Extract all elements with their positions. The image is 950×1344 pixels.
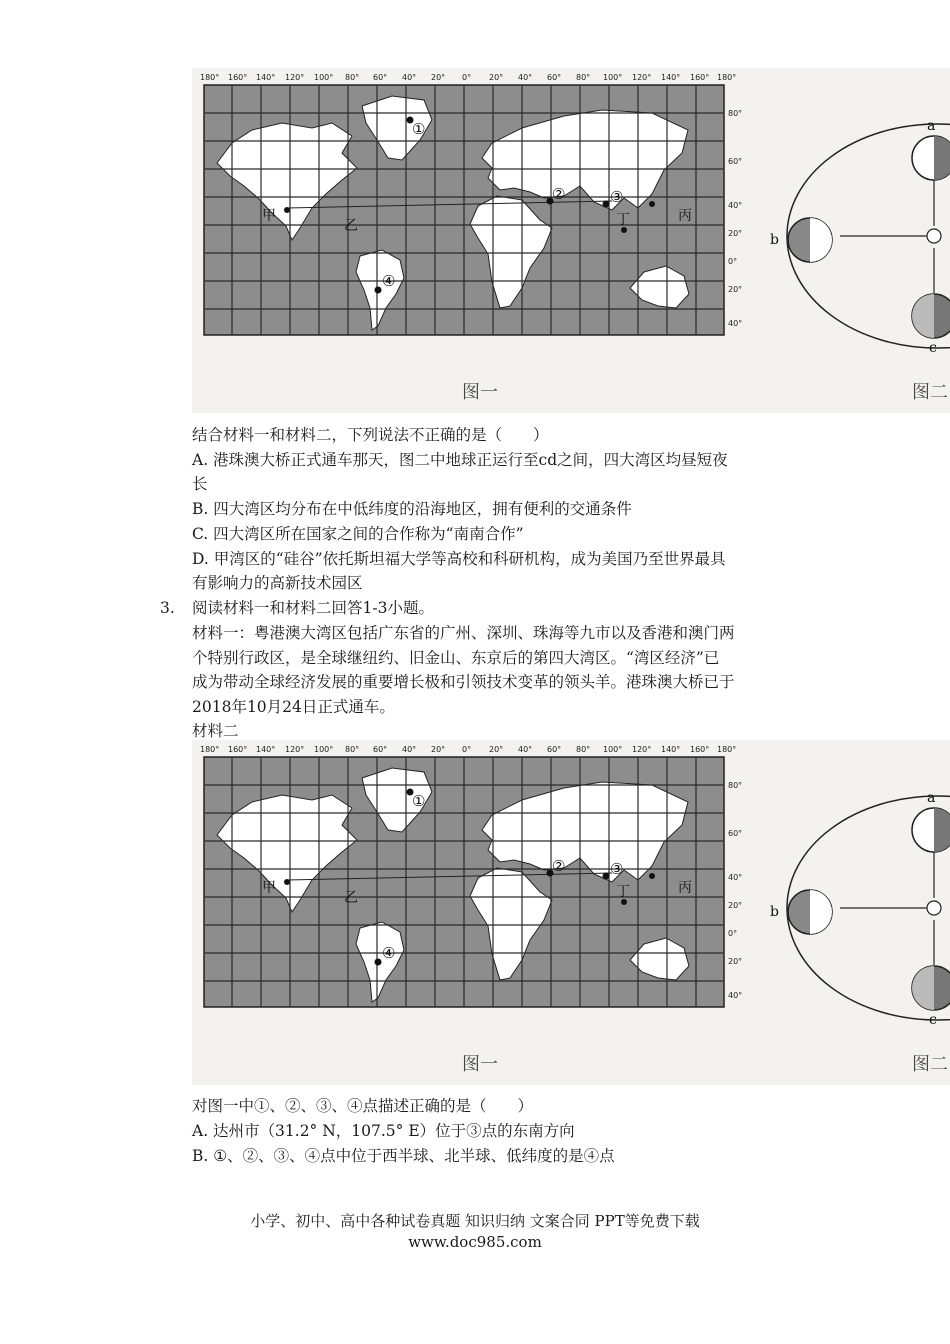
question-2-option-d-cont: 有影响力的高新技术园区 <box>192 574 363 592</box>
region-ding-label: 丁 <box>616 884 630 900</box>
lon-label: 120° <box>285 745 305 754</box>
figure-caption-1: 图一 <box>462 1054 498 1075</box>
region-bing-label: 丙 <box>678 880 692 896</box>
lon-label: 180° <box>200 73 220 82</box>
question-3-option-a: A. 达州市（31.2° N，107.5° E）位于③点的东南方向 <box>192 1122 575 1140</box>
point-1-label: ① <box>412 792 426 810</box>
lon-label: 120° <box>632 73 652 82</box>
lon-label: 100° <box>314 73 334 82</box>
lon-label: 20° <box>489 73 504 82</box>
figure-caption-2: 图二 <box>912 382 948 403</box>
lon-label: 20° <box>431 73 446 82</box>
point-2-label: ② <box>552 185 566 203</box>
orbit-a-label: a <box>927 118 936 134</box>
point-4-label: ④ <box>382 944 396 962</box>
lon-label: 100° <box>603 745 623 754</box>
lon-label: 160° <box>228 73 248 82</box>
lat-label: 0° <box>728 929 738 938</box>
orbit-b-label: b <box>770 904 779 920</box>
point-4-label: ④ <box>382 272 396 290</box>
lat-label: 80° <box>728 781 743 790</box>
lon-label: 20° <box>489 745 504 754</box>
lat-label: 40° <box>728 991 743 1000</box>
lon-label: 180° <box>200 745 220 754</box>
question-2-option-d: D. 甲湾区的“硅谷”依托斯坦福大学等高校和科研机构，成为美国乃至世界最具 <box>192 550 726 568</box>
lon-label: 40° <box>518 73 533 82</box>
lon-label: 60° <box>547 745 562 754</box>
lat-label: 20° <box>728 957 743 966</box>
lat-label: 40° <box>728 201 743 210</box>
point-2-label: ② <box>552 857 566 875</box>
figure-caption-2: 图二 <box>912 1054 948 1075</box>
question-3-option-b: B. ①、②、③、④点中位于西半球、北半球、低纬度的是④点 <box>192 1147 615 1165</box>
lat-label: 20° <box>728 229 743 238</box>
figure-map-and-orbit-2 <box>192 740 950 1085</box>
region-jia-label: 甲 <box>262 208 276 224</box>
lon-label: 180° <box>717 745 737 754</box>
lat-label: 40° <box>728 319 743 328</box>
footer-promo-text: 小学、初中、高中各种试卷真题 知识归纳 文案合同 PPT等免费下载 <box>250 1212 700 1230</box>
question-3-number: 3. <box>160 599 175 617</box>
question-3-intro: 阅读材料一和材料二回答1-3小题。 <box>192 599 434 617</box>
lat-label: 60° <box>728 829 743 838</box>
lon-label: 160° <box>690 745 710 754</box>
figure-svg-1 <box>192 68 950 413</box>
lon-label: 160° <box>228 745 248 754</box>
lon-label: 100° <box>314 745 334 754</box>
lon-label: 80° <box>576 73 591 82</box>
lon-label: 140° <box>661 745 681 754</box>
material-1-line-3: 成为带动全球经济发展的重要增长极和引领技术变革的领头羊。港珠澳大桥已于 <box>192 673 735 691</box>
orbit-b-label: b <box>770 232 779 248</box>
lon-label: 140° <box>256 745 276 754</box>
region-yi-label: 乙 <box>344 890 358 906</box>
question-2-option-a: A. 港珠澳大桥正式通车那天，图二中地球正运行至cd之间，四大湾区均昼短夜 <box>192 451 728 469</box>
lat-label: 40° <box>728 873 743 882</box>
orbit-c-label: c <box>929 340 937 356</box>
lon-label: 0° <box>462 745 472 754</box>
lon-label: 140° <box>256 73 276 82</box>
question-2-option-c: C. 四大湾区所在国家之间的合作称为“南南合作” <box>192 525 524 543</box>
lat-label: 80° <box>728 109 743 118</box>
point-3-label: ③ <box>610 188 624 206</box>
region-ding-label: 丁 <box>616 212 630 228</box>
lon-label: 100° <box>603 73 623 82</box>
question-2-option-a-cont: 长 <box>192 475 208 493</box>
lon-label: 80° <box>345 73 360 82</box>
point-3-label: ③ <box>610 860 624 878</box>
lon-label: 60° <box>547 73 562 82</box>
region-jia-label: 甲 <box>262 880 276 896</box>
figure-caption-1: 图一 <box>462 382 498 403</box>
figure-svg-2 <box>192 740 950 1085</box>
lat-label: 20° <box>728 901 743 910</box>
lon-label: 0° <box>462 73 472 82</box>
region-bing-label: 丙 <box>678 208 692 224</box>
world-map-and-orbit <box>204 757 950 1020</box>
lon-label: 160° <box>690 73 710 82</box>
material-1-line-1: 材料一：粤港澳大湾区包括广东省的广州、深圳、珠海等九市以及香港和澳门两 <box>192 624 735 642</box>
world-map-and-orbit <box>204 85 950 348</box>
orbit-c-label: c <box>929 1012 937 1028</box>
lat-label: 0° <box>728 257 738 266</box>
point-1-label: ① <box>412 120 426 138</box>
lon-label: 80° <box>576 745 591 754</box>
material-1-line-4: 2018年10月24日正式通车。 <box>192 698 395 716</box>
lon-label: 80° <box>345 745 360 754</box>
footer-website-link[interactable]: www.doc985.com <box>408 1233 542 1251</box>
lon-label: 140° <box>661 73 681 82</box>
material-2-label: 材料二 <box>192 722 239 740</box>
lon-label: 60° <box>373 73 388 82</box>
lon-label: 40° <box>402 745 417 754</box>
lon-label: 120° <box>632 745 652 754</box>
lon-label: 40° <box>402 73 417 82</box>
lon-label: 180° <box>717 73 737 82</box>
lon-label: 40° <box>518 745 533 754</box>
lat-label: 60° <box>728 157 743 166</box>
lat-label: 20° <box>728 285 743 294</box>
material-1-line-2: 个特别行政区，是全球继纽约、旧金山、东京后的第四大湾区。“湾区经济”已 <box>192 649 720 667</box>
question-2-stem: 结合材料一和材料二，下列说法不正确的是（ ） <box>192 426 549 444</box>
lon-label: 120° <box>285 73 305 82</box>
question-3-stem: 对图一中①、②、③、④点描述正确的是（ ） <box>192 1097 534 1115</box>
region-yi-label: 乙 <box>344 218 358 234</box>
lon-label: 20° <box>431 745 446 754</box>
figure-map-and-orbit-1 <box>192 68 950 413</box>
orbit-a-label: a <box>927 790 936 806</box>
lon-label: 60° <box>373 745 388 754</box>
question-2-option-b: B. 四大湾区均分布在中低纬度的沿海地区，拥有便利的交通条件 <box>192 500 632 518</box>
